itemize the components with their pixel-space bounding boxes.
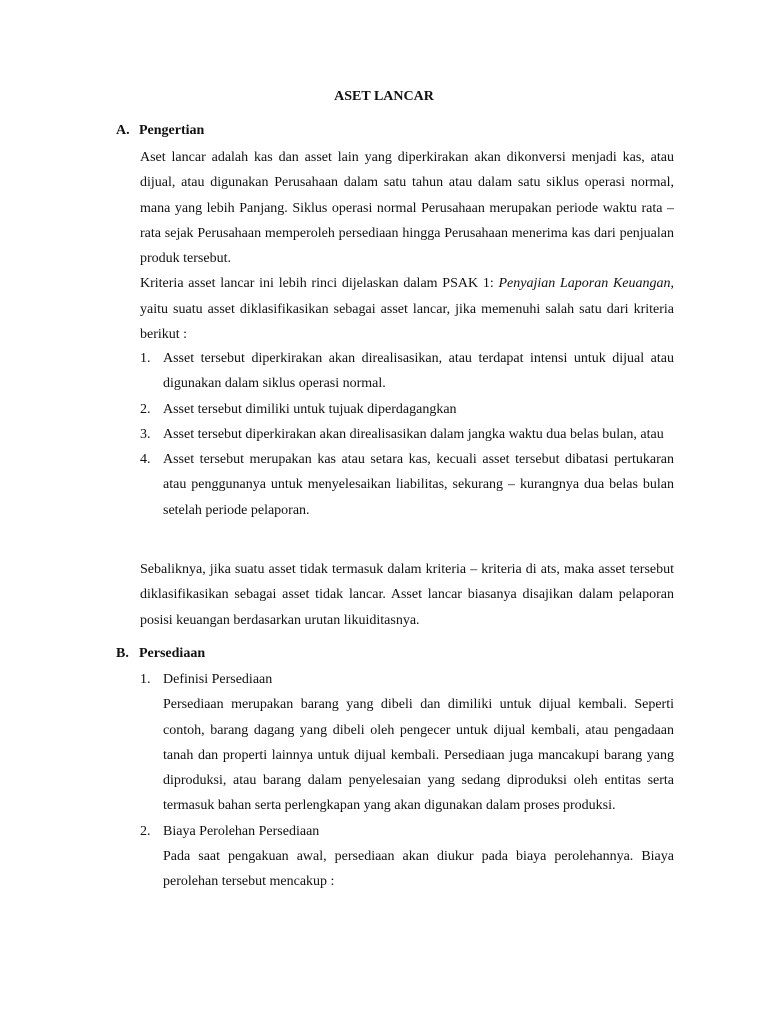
list-number: 4. <box>140 452 151 468</box>
criteria-intro-text-end: , yaitu suatu asset diklasifikasikan sebagai asset lancar, jika memenuhi salah satu dari kriteria berikut : <box>140 276 675 343</box>
definition-paragraph: Aset lancar adalah kas dan asset lain yang diperkirakan akan dikonversi menjadi kas, atau dijual, atau digunakan Perusahaan dalam satu tahun atau dalam satu siklus operasi normal, mana yang lebih Panjang. Siklus operasi normal Perusahaan merupakan periode waktu rata – rata sejak Perusahaan memperoleh persediaan hingga Perusahaan menerima kas dari penjualan produk tersebut. <box>140 150 674 267</box>
conclusion-paragraph: Sebaliknya, jika suatu asset tidak termasuk dalam kriteria – kriteria di ats, maka asset tersebut diklasifikasikan sebagai asset tidak lancar. Asset lancar biasanya disajikan dalam pelaporan posisi keuangan berdasarkan urutan likuiditasnya. <box>140 562 674 628</box>
section-b-label: B. <box>116 646 129 661</box>
list-item <box>140 447 674 523</box>
list-number: 2. <box>140 823 151 839</box>
document-title: ASET LANCAR <box>334 89 434 104</box>
list-text: Asset tersebut diperkirakan akan direalisasikan dalam jangka waktu dua belas bulan, atau <box>163 426 664 442</box>
list-text: Asset tersebut dimiliki untuk tujuak diperdagangkan <box>163 401 457 417</box>
section-a-paragraphs <box>140 145 674 347</box>
subsection-title: Definisi Persediaan <box>163 672 273 687</box>
list-text: Asset tersebut diperkirakan akan direalisasikan, atau terdapat intensi untuk dijual atau digunakan dalam siklus operasi normal. <box>163 351 674 392</box>
list-item <box>140 422 674 447</box>
psak-title: Penyajian Laporan Keuangan <box>498 276 671 292</box>
criteria-intro-text: Kriteria asset lancar ini lebih rinci dijelaskan dalam PSAK 1: <box>140 276 499 292</box>
list-item <box>140 397 674 422</box>
list-number: 1. <box>140 672 151 687</box>
list-item <box>140 346 674 397</box>
subsection-title: Biaya Perolehan Persediaan <box>163 823 320 839</box>
list-item <box>140 667 674 819</box>
conclusion-paragraph-block <box>140 557 674 633</box>
list-item <box>140 819 674 895</box>
section-a-label: A. <box>116 123 130 138</box>
section-a-heading <box>116 122 204 140</box>
persediaan-list <box>140 667 674 895</box>
section-b-title: Persediaan <box>139 646 206 661</box>
criteria-list <box>140 346 674 523</box>
list-number: 2. <box>140 401 151 417</box>
list-number: 1. <box>140 351 151 366</box>
criteria-intro-paragraph <box>140 271 674 347</box>
subsection-text: Pada saat pengakuan awal, persediaan akan diukur pada biaya perolehannya. Biaya perolehan tersebut mencakup : <box>163 849 674 890</box>
subsection-text: Persediaan merupakan barang yang dibeli dan dimiliki untuk dijual kembali. Seperti contoh, barang dagang yang dibeli oleh pengecer untuk dijual kembali, atau pengadaan tanah dan properti lainnya untuk dijual kembali. Persediaan juga mancakupi barang yang diproduksi, atau barang dalam penyelesaian yang sedang diproduksi oleh entitas serta termasuk bahan serta perlengkapan yang akan digunakan dalam proses produksi. <box>163 697 674 814</box>
section-b-heading <box>116 645 205 663</box>
list-number: 3. <box>140 426 151 442</box>
section-a-title: Pengertian <box>139 123 205 138</box>
list-text: Asset tersebut merupakan kas atau setara kas, kecuali asset tersebut dibatasi pertukaran atau penggunanya untuk menyelesaikan liabilitas, sekurang – kurangnya dua belas bulan setelah periode pelaporan. <box>163 452 674 518</box>
